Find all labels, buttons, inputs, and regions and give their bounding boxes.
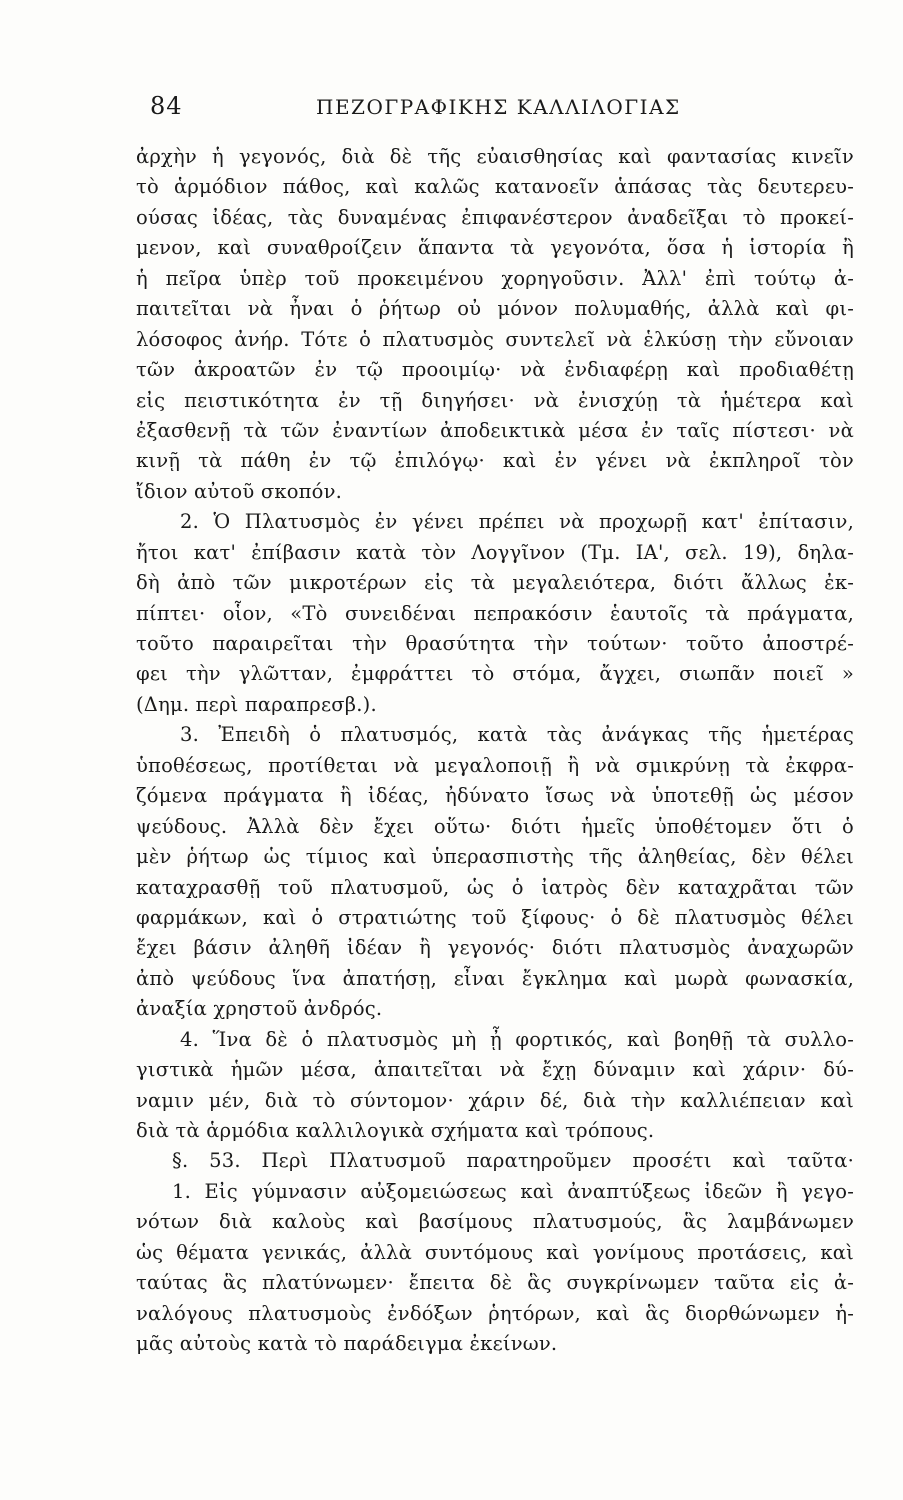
text-line: τὸ ἁρμόδιον πάθος, καὶ καλῶς κατανοεῖν ἁπάσας τὰς δευτερευ- (136, 175, 854, 199)
paragraph-4-start: 4. Ἵνα δὲ ὁ πλατυσμὸς μὴ ᾖ φορτικός, καὶ βοηθῇ τὰ συλλο- (180, 1027, 854, 1051)
text-line: καταχρασθῇ τοῦ πλατυσμοῦ, ὡς ὁ ἰατρὸς δὲν καταχρᾶται τῶν (136, 875, 854, 899)
running-head (150, 92, 850, 126)
text-line: διὰ τὰ ἁρμόδια καλλιλογικὰ σχήματα καὶ τρόπους. (136, 1119, 655, 1142)
text-line: ζόμενα πράγματα ἢ ἰδέας, ἠδύνατο ἴσως νὰ ὑποτεθῇ ὡς μέσον (136, 784, 854, 808)
text-line: ἀπὸ ψεύδους ἵνα ἀπατήσῃ, εἶναι ἔγκλημα καὶ μωρὰ φωνασκία, (136, 966, 854, 990)
text-line: ναλόγους πλατυσμοὺς ἐνδόξων ῥητόρων, καὶ ἃς διορθώνωμεν ἡ- (136, 1301, 854, 1325)
body-text (136, 142, 854, 1360)
text-line: ὑποθέσεως, προτίθεται νὰ μεγαλοποιῇ ἢ νὰ σμικρύνῃ τὰ ἐκφρα- (136, 753, 854, 777)
running-title: ΠΕΖΟΓΡΑΦΙΚΗΣ ΚΑΛΛΙΛΟΓΙΑΣ (316, 95, 681, 119)
text-line: λόσοφος ἀνήρ. Τότε ὁ πλατυσμὸς συντελεῖ νὰ ἑλκύσῃ τὴν εὔνοιαν (136, 327, 854, 351)
text-line: γιστικὰ ἡμῶν μέσα, ἀπαιτεῖται νὰ ἔχῃ δύναμιν καὶ χάριν· δύ- (136, 1058, 854, 1082)
text-line: ψεύδους. Ἀλλὰ δὲν ἔχει οὕτω· διότι ἡμεῖς ὑποθέτομεν ὅτι ὁ (136, 814, 854, 838)
text-line: ούσας ἰδέας, τὰς δυναμένας ἐπιφανέστερον ἀναδεῖξαι τὸ προκεί- (136, 205, 854, 229)
text-line: μὲν ῥήτωρ ὡς τίμιος καὶ ὑπερασπιστὴς τῆς ἀληθείας, δὲν θέλει (136, 845, 854, 869)
text-line: μενον, καὶ συναθροίζειν ἅπαντα τὰ γεγονότα, ὅσα ἡ ἱστορία ἢ (136, 236, 854, 260)
paragraph-3-start: 3. Ἐπειδὴ ὁ πλατυσμός, κατὰ τὰς ἀνάγκας τῆς ἡμετέρας (180, 723, 854, 747)
text-line: φαρμάκων, καὶ ὁ στρατιώτης τοῦ ξίφους· ὁ δὲ πλατυσμὸς θέλει (136, 905, 854, 929)
text-line: ὡς θέματα γενικάς, ἀλλὰ συντόμους καὶ γονίμους προτάσεις, καὶ (136, 1240, 854, 1264)
text-line: ἔχει βάσιν ἀληθῆ ἰδέαν ἢ γεγονός· διότι πλατυσμὸς ἀναχωρῶν (136, 936, 854, 960)
text-line: ἴδιον αὐτοῦ σκοπόν. (136, 479, 343, 503)
text-line: τοῦτο παραιρεῖται τὴν θρασύτητα τὴν τούτων· τοῦτο ἀποστρέ- (136, 632, 854, 655)
text-line: νότων διὰ καλοὺς καὶ βασίμους πλατυσμούς, ἃς λαμβάνωμεν (136, 1210, 854, 1234)
text-line: παιτεῖται νὰ ἦναι ὁ ῥήτωρ οὐ μόνον πολυμαθής, ἀλλὰ καὶ φι- (136, 297, 854, 321)
text-line: πίπτει· οἷον, «Τὸ συνειδέναι πεπρακόσιν ἑαυτοῖς τὰ πράγματα, (136, 601, 854, 625)
text-line: μᾶς αὐτοὺς κατὰ τὸ παράδειγμα ἐκείνων. (136, 1332, 558, 1356)
text-line: ἀναξία χρηστοῦ ἀνδρός. (136, 997, 383, 1021)
text-line: ἀρχὴν ἡ γεγονός, διὰ δὲ τῆς εὐαισθησίας καὶ φαντασίας κινεῖν (136, 145, 854, 168)
text-line: κινῇ τὰ πάθη ἐν τῷ ἐπιλόγῳ· καὶ ἐν γένει νὰ ἐκπληροῖ τὸν (136, 449, 854, 473)
text-line: δὴ ἀπὸ τῶν μικροτέρων εἰς τὰ μεγαλειότερα, διότι ἄλλως ἐκ- (136, 571, 854, 595)
text-line: ταύτας ἃς πλατύνωμεν· ἔπειτα δὲ ἃς συγκρίνωμεν ταῦτα εἰς ἀ- (136, 1271, 854, 1295)
paragraph-2-start: 2. Ὁ Πλατυσμὸς ἐν γένει πρέπει νὰ προχωρῇ κατ' ἐπίτασιν, (180, 510, 854, 534)
text-line: ἡ πεῖρα ὑπὲρ τοῦ προκειμένου χορηγοῦσιν. Ἀλλ' ἐπὶ τούτῳ ἀ- (136, 266, 854, 290)
section-53-heading: §. 53. Περὶ Πλατυσμοῦ παρατηροῦμεν προσέτι καὶ ταῦτα· (172, 1149, 854, 1173)
text-line: τῶν ἀκροατῶν ἐν τῷ προοιμίῳ· νὰ ἐνδιαφέρῃ καὶ προδιαθέτῃ (136, 358, 854, 382)
text-line: φει τὴν γλῶτταν, ἐμφράττει τὸ στόμα, ἄγχει, σιωπᾶν ποιεῖ » (136, 662, 854, 686)
text-line: ναμιν μέν, διὰ τὸ σύντομον· χάριν δέ, διὰ τὴν καλλιέπειαν καὶ (136, 1088, 854, 1112)
text-line: εἰς πειστικότητα ἐν τῇ διηγήσει· νὰ ἐνισχύῃ τὰ ἡμέτερα καὶ (136, 388, 854, 412)
text-line: ἤτοι κατ' ἐπίβασιν κατὰ τὸν Λογγῖνον (Τμ. ΙΑ', σελ. 19), δηλα- (136, 540, 854, 564)
text-line: ἐξασθενῇ τὰ τῶν ἐναντίων ἀποδεικτικὰ μέσα ἐν ταῖς πίστεσι· νὰ (136, 418, 854, 442)
text-line: (Δημ. περὶ παραπρεσβ.). (136, 692, 377, 716)
paragraph-1-start: 1. Εἰς γύμνασιν αὐξομειώσεως καὶ ἀναπτύξεως ἰδεῶν ἢ γεγο- (172, 1179, 854, 1203)
page-number: 84 (150, 92, 183, 120)
